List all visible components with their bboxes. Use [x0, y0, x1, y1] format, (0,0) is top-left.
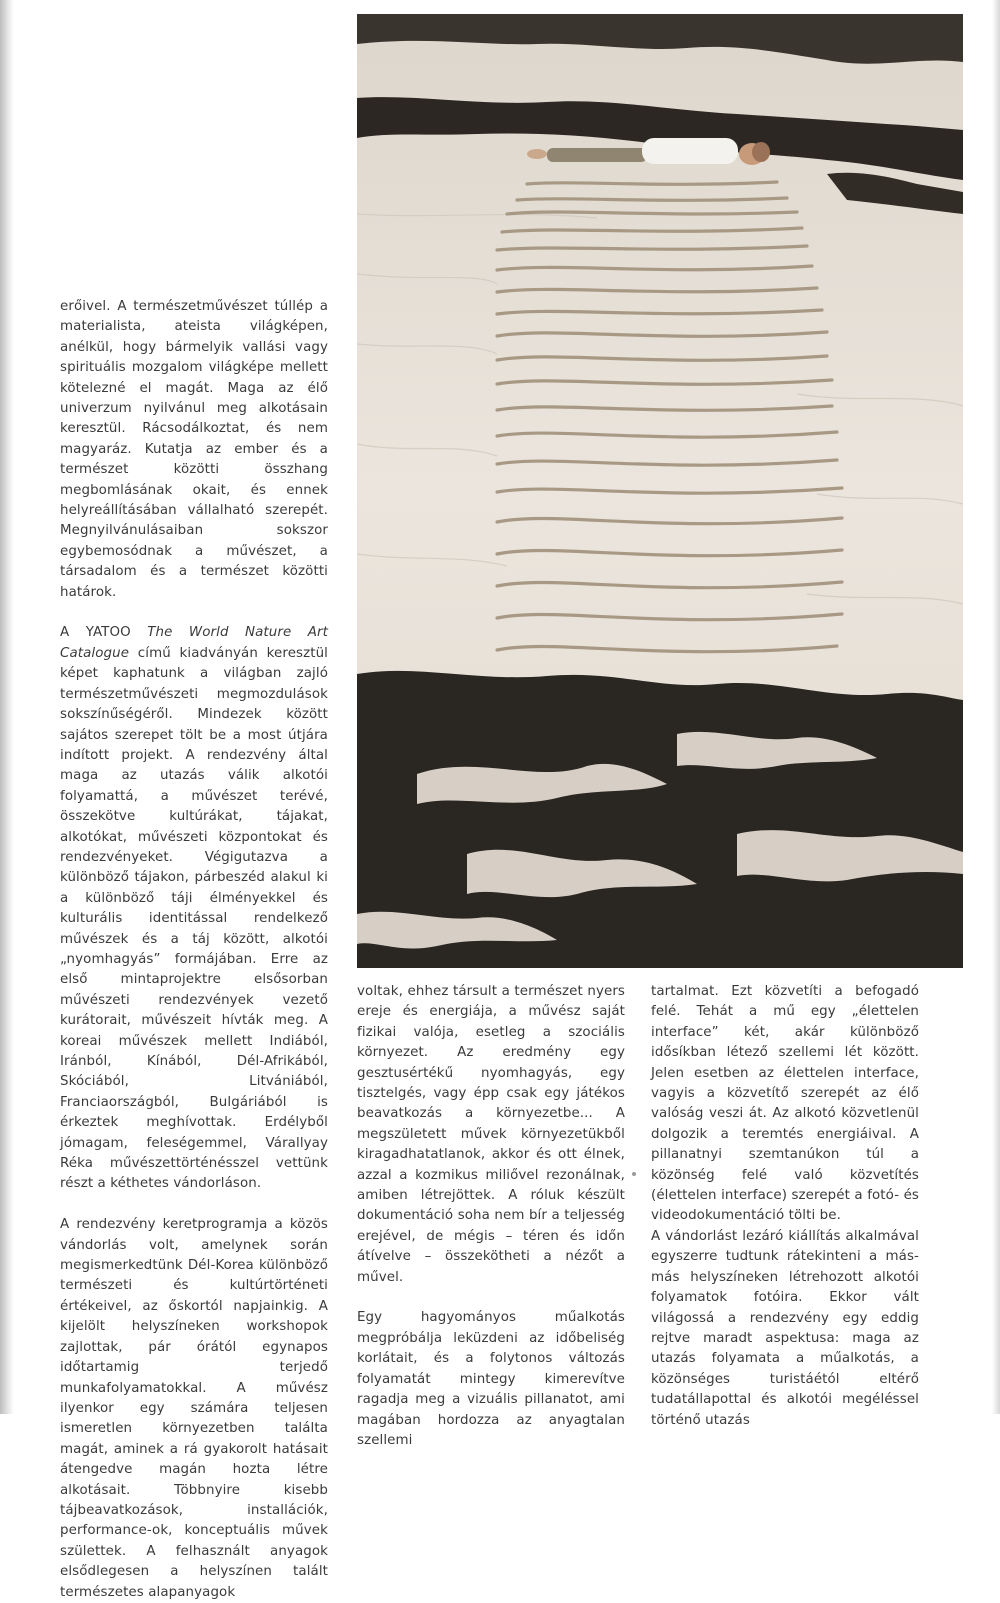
text-column-1	[60, 297, 328, 1603]
margin-dot	[632, 1172, 636, 1176]
page-gutter-shadow	[0, 0, 14, 1414]
paragraph-text: című kiadványán keresztül képet kaphatunk a világban zajló természetművészeti megmozdulások sokszínűségéről. Mindezek között sajátos szerepet tölt be a most útjára indított projekt. A rendezvény által maga az utazás válik alkotói folyamattá, a művészet terévé, összekötve kultúrákat, tájakat, alkotókat, művészeti központokat és rendezvényeket. Végigutazva a különböző tájakon, párbeszéd alakul ki a különböző táji élményekkel és kulturális identitással rendelkező művészek és a táj között, alkotói „nyomhagyás” formájában. Erre az első mintaprojektre elsősorban művészeti rendezvények vezető kurátorait, művészeit hívták meg. A koreai művészek mellett Indiából, Iránból, Kínából, Dél-Afrikából, Skóciából, Litvániából, Franciaországból, Bulgáriából is érkeztek meghívottak. Erdélyből jómagam, feleségemmel, Várallyay Réka művészettörténésszel vettünk részt a kéthetes vándorláson.	[60, 645, 328, 1192]
paragraph: voltak, ehhez társult a természet nyers ereje és energiája, a művész saját fizikai valója, esetleg a szociális környezet. Az eredmény egy gesztusértékű nyomhagyás, egy tisztelgés, vagy épp csak egy játékos beavatkozás a környezetbe... A megszületett művek környezetükből kiragadhatatlanok, akkor és ott élnek, azzal a kozmikus miliővel rezonálnak, amiben létrejöttek. A róluk készült dokumentáció soha nem bír a teljesség erejével, de mégis – téren és időn átívelve – összekötheti a nézőt a művel.	[357, 984, 625, 1285]
page-edge-shadow	[992, 0, 1000, 1414]
paragraph: Egy hagyományos műalkotás megpróbálja leküzdeni az időbeliség korlátait, és a folytonos változás folyamatát mintegy kimerevítve ragadja meg a vizuális pillanatot, ami magában hordozza az anyagtalan szellemi	[357, 1310, 625, 1448]
paragraph	[60, 623, 328, 1194]
paragraph: erőivel. A természetművészet túllép a materialista, ateista világképen, anélkül, hogy bármelyik vallási vagy spirituális mozgalom világképe mellett kötelezné el magát. Maga az élő univerzum nyilvánul meg alkotásain keresztül. Rácsodálkoztat, és nem magyaráz. Kutatja az ember és a természet közötti összhang megbomlásának okait, és ennek helyreállításában vállalható szerepét. Megnyilvánulásaiban sokszor egybemosódnak a művészet, a társadalom és a természet közötti határok.	[60, 299, 328, 600]
text-column-2	[357, 982, 625, 1451]
beach-land-art-photo	[357, 14, 963, 968]
paragraph: A vándorlást lezáró kiállítás alkalmával egyszerre tudtunk rátekinteni a más-más helyszíneken létrehozott alkotói folyamatok fotóira. Ekkor vált világossá a rendezvény egy eddig rejtve maradt aspektusa: maga az utazás folyamata a műalkotás, a közönséges turistáétól eltérő tudatállapottal és alkotói megéléssel történő utazás	[651, 1228, 919, 1428]
paragraph-text: A YATOO	[60, 625, 148, 641]
catalogue-title: The World Nature Art Catalogue	[60, 625, 328, 661]
text-column-3	[651, 982, 919, 1431]
paragraph: tartalmat. Ezt közvetíti a befogadó felé. Tehát a mű egy „élettelen interface” két, akár különböző idősíkban létező szellemi lét között. Jelen esetben az élettelen interface, vagyis a közvetítő szerepét az élő valóság veszi át. Az alkotó közvetlenül dolgozik a teremtés energiáival. A pillanatnyi szemtanúkon túl a közönség felé való közvetítés (élettelen interface) szerepét a fotó- és videodokumentáció tölti be.	[651, 984, 919, 1224]
paragraph: A rendezvény keretprogramja a közös vándorlás volt, amelynek során megismerkedtünk Dél-Korea különböző természeti és kultúrtörténeti értékeivel, az őskortól napjainkig. A kijelölt helyszíneken workshopok zajlottak, pár órától egynapos időtartamig terjedő munkafolyamatokkal. A művész ilyenkor egy számára teljesen ismeretlen környezetben találta magát, aminek a rá gyakorolt hatásait átengedve magán hozta létre alkotásait. Többnyire kisebb tájbeavatkozások, installációk, performance-ok, konceptuális művek születtek. A felhasznált anyagok elsődlegesen a helyszínen talált természetes alapanyagok	[60, 1217, 328, 1600]
